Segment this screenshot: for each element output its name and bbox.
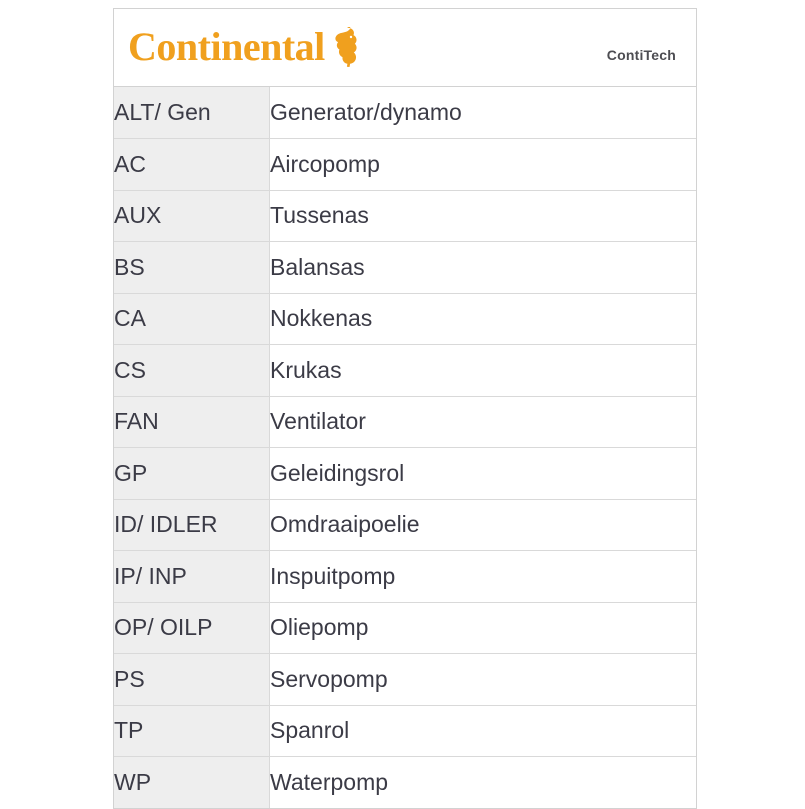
term-cell: Tussenas xyxy=(270,190,697,242)
term-cell: Nokkenas xyxy=(270,293,697,345)
term-cell: Aircopomp xyxy=(270,139,697,191)
term-cell: Waterpomp xyxy=(270,757,697,809)
abbreviation-cell: CS xyxy=(114,345,270,397)
abbreviation-cell: IP/ INP xyxy=(114,551,270,603)
contitech-wordmark: ContiTech xyxy=(606,47,676,63)
term-cell: Spanrol xyxy=(270,705,697,757)
glossary-table-body xyxy=(114,87,696,808)
abbreviation-cell: WP xyxy=(114,757,270,809)
table-row xyxy=(114,551,696,603)
term-cell: Balansas xyxy=(270,242,697,294)
table-row xyxy=(114,654,696,706)
abbreviation-cell: GP xyxy=(114,448,270,500)
table-row xyxy=(114,293,696,345)
term-cell: Oliepomp xyxy=(270,602,697,654)
table-row xyxy=(114,705,696,757)
term-cell: Omdraaipoelie xyxy=(270,499,697,551)
abbreviation-cell: CA xyxy=(114,293,270,345)
table-row xyxy=(114,139,696,191)
table-row xyxy=(114,242,696,294)
term-cell: Ventilator xyxy=(270,396,697,448)
term-cell: Generator/dynamo xyxy=(270,87,697,139)
table-row xyxy=(114,757,696,809)
brand-header xyxy=(114,9,696,87)
table-row xyxy=(114,87,696,139)
abbreviation-cell: TP xyxy=(114,705,270,757)
abbreviation-cell: ALT/ Gen xyxy=(114,87,270,139)
term-cell: Geleidingsrol xyxy=(270,448,697,500)
table-row xyxy=(114,448,696,500)
table-row xyxy=(114,396,696,448)
glossary-table xyxy=(114,87,696,808)
abbreviation-cell: PS xyxy=(114,654,270,706)
glossary-sheet xyxy=(113,8,697,809)
table-row xyxy=(114,499,696,551)
abbreviation-cell: OP/ OILP xyxy=(114,602,270,654)
term-cell: Inspuitpomp xyxy=(270,551,697,603)
continental-horse-icon xyxy=(329,27,363,67)
term-cell: Krukas xyxy=(270,345,697,397)
table-row xyxy=(114,190,696,242)
continental-logo xyxy=(128,25,363,69)
term-cell: Servopomp xyxy=(270,654,697,706)
abbreviation-cell: ID/ IDLER xyxy=(114,499,270,551)
abbreviation-cell: FAN xyxy=(114,396,270,448)
table-row xyxy=(114,602,696,654)
abbreviation-cell: BS xyxy=(114,242,270,294)
abbreviation-cell: AC xyxy=(114,139,270,191)
brand-wordmark: Continental xyxy=(128,24,325,69)
table-row xyxy=(114,345,696,397)
abbreviation-cell: AUX xyxy=(114,190,270,242)
